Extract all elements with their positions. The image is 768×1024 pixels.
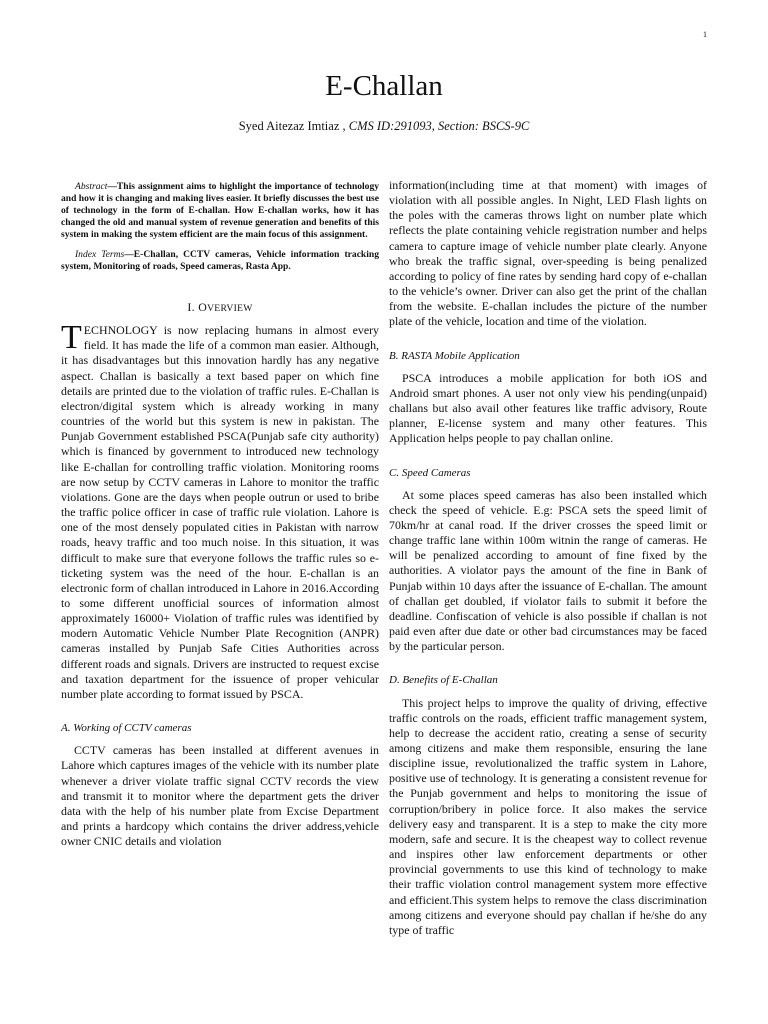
section-title-first: O bbox=[198, 300, 208, 314]
abstract-lead: Abstract bbox=[75, 181, 108, 192]
abstract-text: —This assignment aims to highlight the importance of technology and how it is changing and making lives easier. It briefly discusses the best use of technology in the form of E-challan. How E-challan works, how it has changed the old and manual system of revenue generation and benefits of this system in making the system efficient are the main focus of this assignment. bbox=[61, 181, 379, 240]
section-title-rest: VERVIEW bbox=[207, 303, 253, 314]
abstract bbox=[61, 181, 379, 241]
overview-text: ECHNOLOGY is now replacing humans in almost every field. It has made the life of a common man easier. Although, it has disadvantages but this innovation hardly has any negative aspect. Challan is basically a text based paper on which fine details are printed due to the violation of traffic rules. E-Challan is electron/digital system which is already working in many countries of the world but this system is new in pakistan. The Punjab Government established PSCA(Punjab safe city authority) which is financed by government to introduced new technology like E-challan for controlling traffic violation. Monitoring rooms are now setup by CCTV cameras in Lahore to monitor the traffic violations. Gone are the days when people outrun or used to bribe the traffic police officer in case of traffic rule violation. Lahore is one of the most densely populated cities in Pakistan with narrow roads, heavy traffic and too much noise. In this situation, it was difficult to make sure that everyone follows the traffic rules so e-ticketing system was the need of the hour. E-challan is an electronic form of challan introduced in Lahore in 2016.According to some different unofficial sources of information almost approximately 16000+ Violation of traffic rules was identified by modern Automatic Vehicle Number Plate Recognition (ANPR) cameras installed by Punjab Safe Cities Authorities across different roads and signals. Drivers are instructed to request excise and taxation department for the issuence of proper vehicular number plate according to format issued by PSCA. bbox=[61, 323, 379, 701]
subheading-speed-cameras: C. Speed Cameras bbox=[389, 466, 471, 479]
speed-cameras-paragraph: At some places speed cameras has also been installed which check the speed of vehicle. E.g: PSCA sets the speed limit of 70km/hr at canal road. If the driver crosses the speed limit or change traffic lane within 100m witnin the range of cameras. He will be penalized according to amount of fine fixed by the authorities. A violator pays the amount of the fine in Bank of Punjab within 10 days after the issuance of E-challan. The amount of challan get doubled, if violator fails to submit it before the deadline. Confiscation of vehicle is also possible if challan is not paid even after due date or other bad circumstances may be faced by the particular person. bbox=[389, 487, 707, 654]
author-name: Syed Aitezaz Imtiaz , bbox=[238, 119, 346, 133]
index-terms bbox=[61, 249, 379, 273]
cctv-paragraph: CCTV cameras has been installed at different avenues in Lahore which captures images of the vehicle with its number plate whenever a driver violate traffic signal CCTV records the view and transmit it to monitor where the department gets the driver data with the help of his number plate from Excise Department and prints a hardcopy which contains the driver address,vehicle owner CNIC details and violation bbox=[61, 743, 379, 849]
subheading-rasta: B. RASTA Mobile Application bbox=[389, 349, 520, 362]
rasta-paragraph: PSCA introduces a mobile application for both iOS and Android smart phones. A user not only view his pending(unpaid) challans but also avail other features like traffic advisory, Route planner, E-license system and many other features. This Application helps people to pay challan online. bbox=[389, 370, 707, 446]
subheading-benefits: D. Benefits of E-Challan bbox=[389, 674, 498, 687]
author-details: CMS ID:291093, Section: BSCS-9C bbox=[348, 119, 530, 133]
subheading-cctv: A. Working of CCTV cameras bbox=[61, 722, 192, 735]
index-terms-lead: Index Terms bbox=[75, 249, 125, 260]
page-number: 1 bbox=[703, 30, 707, 39]
right-column bbox=[389, 178, 707, 938]
benefits-paragraph: This project helps to improve the quality of driving, effective traffic controls on the roads, efficient traffic management system, help to decrease the accident ratio, creating a sense of security among citizens and make them responsible, ensuring the lane discipline issue, revolutionalized the traffic system in Lahore, positive use of technology. It is generating a consistent revenue for the Punjab government and helps to monitoring the issue of corruption/bribery in police force. It also makes the service delivery easy and transparent. It is a step to make the city more modern, safe and secure. It is the cheapest way to collect revenue and inspires other law enforcement departments or other provincial governments to use this kind of technology to make their traffic violation control management system more effective and efficient.This system helps to remove the class discrimination among citizens and everyone should pay challan if he/she do any type of traffic bbox=[389, 695, 707, 937]
left-column bbox=[61, 178, 379, 849]
section-heading-overview bbox=[61, 300, 379, 316]
author-line bbox=[0, 119, 768, 134]
overview-paragraph bbox=[61, 319, 379, 702]
cctv-paragraph-continued: information(including time at that moment) with images of violation with all possible angles. In Night, LED Flash lights on the poles with the cameras throws light on number plate which reflects the plate containing vehicle registration number and helps camera to capture image of vehicle number plate clearly. Anyone who break the traffic signal, over-speeding is being penalized according to policy of fine rates by sending hard copy of e-challan to the vehicle’s owner. Driver can also get the print of the challan from the website. E-challan includes the picture of the number plate of the vehicle, location and time of the violation. bbox=[389, 178, 707, 329]
section-number: I. bbox=[187, 300, 195, 314]
paper-title: E-Challan bbox=[325, 70, 443, 102]
index-terms-text: —E-Challan, CCTV cameras, Vehicle information tracking system, Monitoring of roads, Speed cameras, Rasta App. bbox=[61, 249, 379, 272]
drop-cap: T bbox=[61, 319, 82, 357]
